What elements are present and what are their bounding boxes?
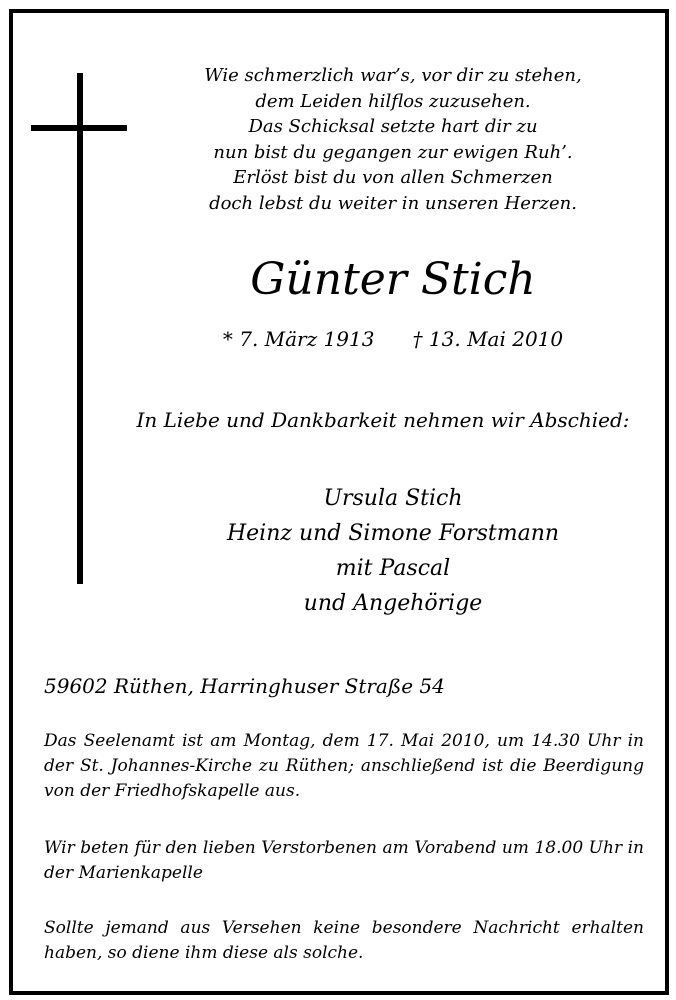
family-member: Ursula Stich [323, 486, 463, 511]
obituary-notice [9, 9, 669, 995]
poem-line: Wie schmerzlich war’s, vor dir zu stehen, [204, 65, 582, 86]
family-member: Heinz und Simone Forstmann [226, 521, 560, 546]
service-info-paragraph: Das Seelenamt ist am Montag, dem 17. Mai 2010, um 14.30 Uhr in der St. Johannes-Kirche zu Rüthen; anschließend ist die Beerdigung von der Friedhofskapelle aus. [44, 731, 644, 801]
family-list [173, 481, 613, 621]
cross-vertical-bar [77, 73, 83, 584]
notice-paragraph: Sollte jemand aus Versehen keine besondere Nachricht erhalten haben, so diene ihm diese als solche. [44, 918, 644, 963]
deceased-name: Günter Stich [250, 254, 536, 305]
poem-line: nun bist du gegangen zur ewigen Ruh’. [213, 141, 573, 163]
prayer-info-paragraph: Wir beten für den lieben Verstorbenen am Vorabend um 18.00 Uhr in der Marienkapelle [44, 838, 644, 883]
poem-line: dem Leiden hilflos zuzusehen. [255, 90, 531, 112]
life-dates: * 7. März 1913 † 13. Mai 2010 [222, 327, 564, 351]
memorial-poem [173, 63, 613, 217]
family-member: und Angehörige [303, 591, 483, 616]
poem-line: Erlöst bist du von allen Schmerzen [233, 167, 553, 189]
farewell-line: In Liebe und Dankbarkeit nehmen wir Abschied: [136, 408, 630, 432]
poem-line: Das Schicksal setzte hart dir zu [248, 116, 538, 138]
cross-horizontal-bar [31, 125, 127, 131]
family-address: 59602 Rüthen, Harringhuser Straße 54 [44, 674, 445, 698]
poem-line: doch lebst du weiter in unseren Herzen. [209, 192, 577, 214]
family-member: mit Pascal [335, 556, 451, 581]
